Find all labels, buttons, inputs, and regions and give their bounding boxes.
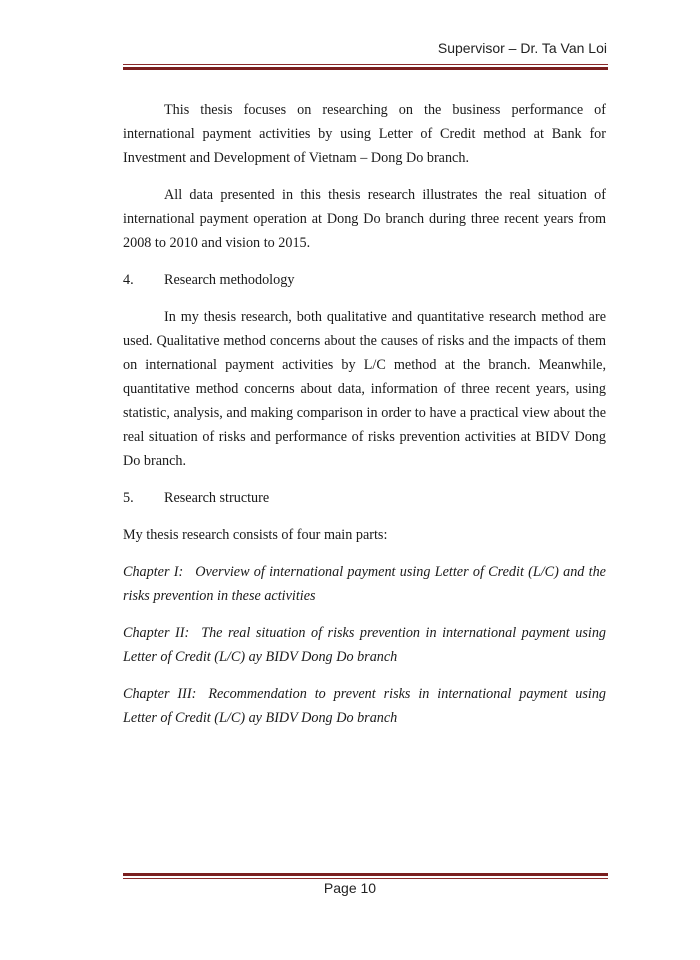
chapter-entry-2	[123, 621, 606, 669]
page-number: Page 10	[323, 880, 377, 896]
header-rule	[123, 64, 608, 70]
section-title: Research structure	[164, 490, 270, 506]
page-header: Supervisor – Dr. Ta Van Loi	[437, 40, 607, 56]
chapter-text: The real situation of risks prevention in international payment using Letter of Credit (L/C) ay BIDV Dong Do branch	[123, 625, 607, 665]
paragraph-data-range: All data presented in this thesis research illustrates the real situation of international payment operation at Dong Do branch during three recent years from 2008 to 2010 and vision to 2015.	[123, 187, 606, 251]
section-heading-structure	[123, 486, 606, 510]
chapter-label: Chapter I:	[123, 564, 184, 580]
chapter-label: Chapter III:	[123, 686, 197, 702]
paragraph-scope: This thesis focuses on researching on the business performance of international payment activities by using Letter of Credit method at Bank for Investment and Development of Vietnam – Dong Do branch.	[123, 102, 606, 166]
section-number: 5.	[123, 490, 134, 506]
section-heading-methodology	[123, 268, 606, 292]
chapter-label: Chapter II:	[123, 625, 190, 641]
chapter-text: Recommendation to prevent risks in international payment using Letter of Credit (L/C) ay BIDV Dong Do branch	[123, 686, 607, 726]
document-body	[123, 98, 606, 743]
section-title: Research methodology	[164, 272, 295, 288]
paragraph-structure-intro: My thesis research consists of four main parts:	[123, 527, 388, 543]
chapter-text: Overview of international payment using Letter of Credit (L/C) and the risks prevention in these activities	[123, 564, 606, 604]
footer-rule	[123, 873, 608, 879]
section-number: 4.	[123, 272, 134, 288]
chapter-entry-3	[123, 682, 606, 730]
chapter-entry-1	[123, 560, 606, 608]
paragraph-methodology: In my thesis research, both qualitative and quantitative research method are used. Qualitative method concerns about the causes of risks and the impacts of them on international payment activities by L/C method at the branch. Meanwhile, quantitative method concerns about data, information of three recent years, using statistic, analysis, and making comparison in order to have a practical view about the real situation of risks and performance of risks prevention activities at BIDV Dong Do branch.	[123, 309, 606, 469]
